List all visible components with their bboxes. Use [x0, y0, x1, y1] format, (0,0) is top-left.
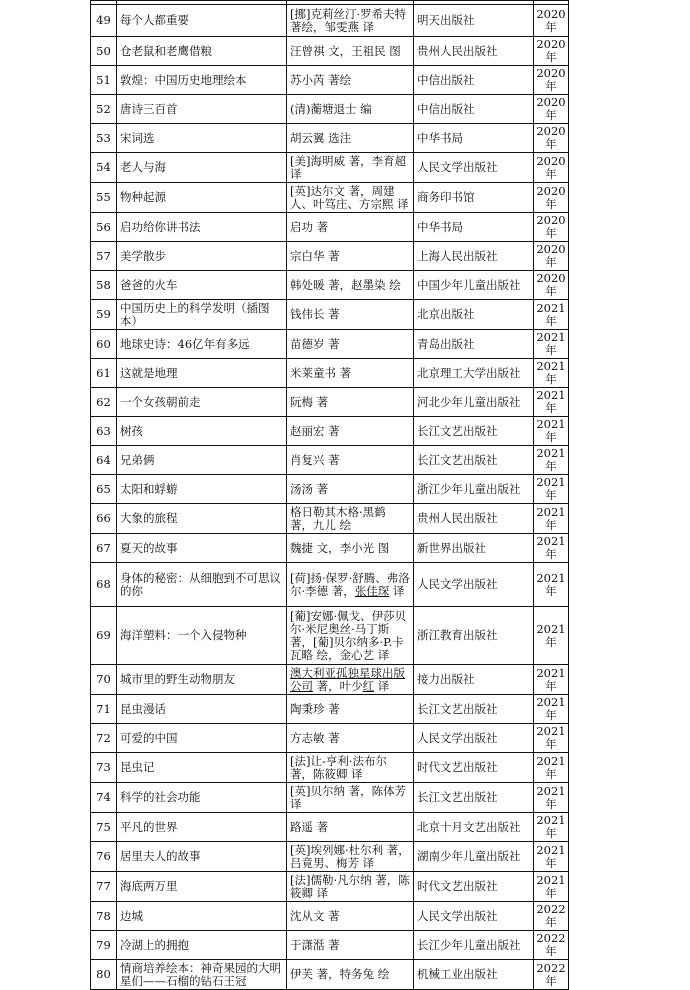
table-row	[91, 213, 569, 242]
book-publisher: 新世界出版社	[414, 534, 534, 563]
publish-year: 2021年	[534, 842, 569, 872]
table-row	[91, 872, 569, 902]
row-number: 78	[91, 902, 117, 931]
publish-year: 2021年	[534, 330, 569, 359]
book-author: [法]儒勒·凡尔纳 著，陈筱卿 译	[287, 872, 414, 902]
book-title: 科学的社会功能	[117, 783, 287, 813]
publish-year: 2020年	[534, 271, 569, 300]
publish-year: 2022年	[534, 960, 569, 990]
book-author: [英]埃列娜·杜尔利 著，吕竟男、梅芳 译	[287, 842, 414, 872]
table-row	[91, 359, 569, 388]
book-publisher: 贵州人民出版社	[414, 37, 534, 66]
row-number: 65	[91, 475, 117, 504]
row-number: 58	[91, 271, 117, 300]
book-publisher: 长江文艺出版社	[414, 417, 534, 446]
book-title: 每个人都重要	[117, 5, 287, 37]
translator-link: 张佳琛	[354, 583, 390, 598]
book-publisher: 中国少年儿童出版社	[414, 271, 534, 300]
publish-year: 2021年	[534, 665, 569, 695]
book-title: 太阳和蜉蝣	[117, 475, 287, 504]
table-row	[91, 842, 569, 872]
book-title: 冷湖上的拥抱	[117, 931, 287, 960]
table-row	[91, 724, 569, 753]
row-number: 76	[91, 842, 117, 872]
publish-year: 2020年	[534, 213, 569, 242]
book-author: 伊芙 著，特务兔 绘	[287, 960, 414, 990]
table-row	[91, 475, 569, 504]
publish-year: 2021年	[534, 534, 569, 563]
row-number: 61	[91, 359, 117, 388]
book-author: 陶秉珍 著	[287, 695, 414, 724]
book-author: 胡云翼 选注	[287, 124, 414, 153]
author-text: [荷]扬·保罗·舒腾、弗洛尔·李德 著，	[290, 570, 410, 598]
table-row	[91, 183, 569, 213]
table-row	[91, 271, 569, 300]
book-author: 于潇湉 著	[287, 931, 414, 960]
book-publisher: 人民文学出版社	[414, 902, 534, 931]
publish-year: 2020年	[534, 37, 569, 66]
book-publisher: 浙江教育出版社	[414, 607, 534, 665]
row-number: 49	[91, 5, 117, 37]
book-title: 可爱的中国	[117, 724, 287, 753]
row-number: 70	[91, 665, 117, 695]
book-list-table	[90, 0, 569, 990]
book-publisher: 时代文艺出版社	[414, 753, 534, 783]
publish-year: 2020年	[534, 183, 569, 213]
publish-year: 2021年	[534, 300, 569, 330]
author-link: 澳大利亚孤独星球出版公司	[290, 665, 405, 693]
row-number: 71	[91, 695, 117, 724]
row-number: 60	[91, 330, 117, 359]
book-author	[287, 563, 414, 607]
book-title: 仓老鼠和老鹰借粮	[117, 37, 287, 66]
publish-year: 2021年	[534, 724, 569, 753]
publish-year: 2020年	[534, 153, 569, 183]
book-title: 地球史诗：46亿年有多远	[117, 330, 287, 359]
row-number: 66	[91, 504, 117, 534]
table-row	[91, 446, 569, 475]
publish-year: 2021年	[534, 359, 569, 388]
table-row	[91, 563, 569, 607]
book-author: [挪]克莉丝汀·罗希夫特著绘，邹雯燕 译	[287, 5, 414, 37]
row-number: 67	[91, 534, 117, 563]
book-publisher: 人民文学出版社	[414, 153, 534, 183]
table-row	[91, 417, 569, 446]
book-title: 昆虫记	[117, 753, 287, 783]
book-author: 启功 著	[287, 213, 414, 242]
book-title: 情商培养绘本：神奇果园的大明星们——石榴的钻石王冠	[117, 960, 287, 990]
publish-year: 2020年	[534, 66, 569, 95]
book-title: 夏天的故事	[117, 534, 287, 563]
book-publisher: 长江文艺出版社	[414, 695, 534, 724]
publish-year: 2021年	[534, 872, 569, 902]
row-number: 56	[91, 213, 117, 242]
book-publisher: 人民文学出版社	[414, 724, 534, 753]
row-number: 80	[91, 960, 117, 990]
book-author: 苗德岁 著	[287, 330, 414, 359]
book-publisher: 上海人民出版社	[414, 242, 534, 271]
book-publisher: 北京理工大学出版社	[414, 359, 534, 388]
table-row	[91, 5, 569, 37]
row-number: 72	[91, 724, 117, 753]
publish-year: 2021年	[534, 563, 569, 607]
book-title: 敦煌：中国历史地理绘本	[117, 66, 287, 95]
book-author: 路遥 著	[287, 813, 414, 842]
book-publisher: 人民文学出版社	[414, 563, 534, 607]
book-title: 兄弟俩	[117, 446, 287, 475]
book-title: 城市里的野生动物朋友	[117, 665, 287, 695]
publish-year: 2021年	[534, 695, 569, 724]
table-row	[91, 534, 569, 563]
book-publisher: 长江文艺出版社	[414, 446, 534, 475]
row-number: 69	[91, 607, 117, 665]
table-row	[91, 960, 569, 990]
publish-year: 2020年	[534, 5, 569, 37]
table-row	[91, 902, 569, 931]
book-publisher: 长江少年儿童出版社	[414, 931, 534, 960]
publish-year: 2021年	[534, 607, 569, 665]
book-list-body	[91, 1, 569, 990]
book-title: 居里夫人的故事	[117, 842, 287, 872]
author-tail: 译	[374, 678, 390, 693]
table-row	[91, 665, 569, 695]
table-row	[91, 931, 569, 960]
table-row	[91, 153, 569, 183]
publish-year: 2021年	[534, 783, 569, 813]
book-title: 物种起源	[117, 183, 287, 213]
book-title: 身体的秘密：从细胞到不可思议的你	[117, 563, 287, 607]
book-title: 昆虫漫话	[117, 695, 287, 724]
table-row	[91, 37, 569, 66]
row-number: 68	[91, 563, 117, 607]
publish-year: 2022年	[534, 931, 569, 960]
table-row	[91, 66, 569, 95]
book-publisher: 中信出版社	[414, 95, 534, 124]
book-author: 方志敏 著	[287, 724, 414, 753]
publish-year: 2020年	[534, 242, 569, 271]
book-author: 阮梅 著	[287, 388, 414, 417]
author-tail: 译	[389, 583, 405, 598]
row-number: 77	[91, 872, 117, 902]
book-author: [英]达尔文 著，周建人、叶笃庄、方宗熙 译	[287, 183, 414, 213]
book-title: 平凡的世界	[117, 813, 287, 842]
book-title: 大象的旅程	[117, 504, 287, 534]
row-number: 52	[91, 95, 117, 124]
book-title: 树孩	[117, 417, 287, 446]
book-title: 中国历史上的科学发明（插图本）	[117, 300, 287, 330]
book-publisher: 机械工业出版社	[414, 960, 534, 990]
book-title: 边城	[117, 902, 287, 931]
book-publisher: 中华书局	[414, 213, 534, 242]
row-number: 75	[91, 813, 117, 842]
table-row	[91, 607, 569, 665]
row-number: 51	[91, 66, 117, 95]
book-author: 汪曾祺 文，王祖民 图	[287, 37, 414, 66]
book-title: 唐诗三百首	[117, 95, 287, 124]
book-publisher: 湖南少年儿童出版社	[414, 842, 534, 872]
book-title: 宋词选	[117, 124, 287, 153]
book-author: 钱伟长 著	[287, 300, 414, 330]
table-row	[91, 813, 569, 842]
book-author: 米莱童书 著	[287, 359, 414, 388]
book-publisher: 时代文艺出版社	[414, 872, 534, 902]
table-row	[91, 124, 569, 153]
publish-year: 2020年	[534, 95, 569, 124]
book-author: 韩处暖 著，赵墨染 绘	[287, 271, 414, 300]
book-title: 海底两万里	[117, 872, 287, 902]
row-number: 54	[91, 153, 117, 183]
book-author: [美]海明威 著，李育超 译	[287, 153, 414, 183]
row-number: 79	[91, 931, 117, 960]
publish-year: 2021年	[534, 388, 569, 417]
publish-year: 2022年	[534, 902, 569, 931]
row-number: 53	[91, 124, 117, 153]
publish-year: 2021年	[534, 813, 569, 842]
book-publisher: 商务印书馆	[414, 183, 534, 213]
publish-year: 2021年	[534, 446, 569, 475]
book-publisher: 北京出版社	[414, 300, 534, 330]
book-author	[287, 665, 414, 695]
table-row	[91, 95, 569, 124]
row-number: 59	[91, 300, 117, 330]
author-text: 著，叶少	[313, 678, 363, 693]
row-number: 50	[91, 37, 117, 66]
book-publisher: 长江文艺出版社	[414, 783, 534, 813]
book-author: 苏小芮 著绘	[287, 66, 414, 95]
table-row	[91, 753, 569, 783]
table-row	[91, 388, 569, 417]
publish-year: 2021年	[534, 753, 569, 783]
table-row	[91, 330, 569, 359]
book-title: 启功给你讲书法	[117, 213, 287, 242]
row-number: 57	[91, 242, 117, 271]
table-row	[91, 242, 569, 271]
book-publisher: 浙江少年儿童出版社	[414, 475, 534, 504]
book-author: [英]贝尔纳 著，陈体芳 译	[287, 783, 414, 813]
book-author: 赵丽宏 著	[287, 417, 414, 446]
book-title: 一个女孩朝前走	[117, 388, 287, 417]
book-author: (清)蘅塘退士 编	[287, 95, 414, 124]
row-number: 73	[91, 753, 117, 783]
book-title: 爸爸的火车	[117, 271, 287, 300]
book-author: 汤汤 著	[287, 475, 414, 504]
book-publisher: 明天出版社	[414, 5, 534, 37]
row-number: 64	[91, 446, 117, 475]
table-row	[91, 695, 569, 724]
book-publisher: 青岛出版社	[414, 330, 534, 359]
book-title: 美学散步	[117, 242, 287, 271]
book-publisher: 北京十月文艺出版社	[414, 813, 534, 842]
book-author: 格日勒其木格·黑鹤 著，九儿 绘	[287, 504, 414, 534]
book-title: 海洋塑料：一个入侵物种	[117, 607, 287, 665]
book-author: 沈从文 著	[287, 902, 414, 931]
book-title: 老人与海	[117, 153, 287, 183]
row-number: 63	[91, 417, 117, 446]
book-author: [法]让-亨利·法布尔 著，陈筱卿 译	[287, 753, 414, 783]
book-author: 宗白华 著	[287, 242, 414, 271]
book-author: 肖复兴 著	[287, 446, 414, 475]
row-number: 74	[91, 783, 117, 813]
row-number: 55	[91, 183, 117, 213]
book-publisher: 中信出版社	[414, 66, 534, 95]
table-row	[91, 300, 569, 330]
book-publisher: 接力出版社	[414, 665, 534, 695]
row-number: 62	[91, 388, 117, 417]
publish-year: 2021年	[534, 417, 569, 446]
publish-year: 2021年	[534, 504, 569, 534]
book-publisher: 河北少年儿童出版社	[414, 388, 534, 417]
book-publisher: 中华书局	[414, 124, 534, 153]
book-publisher: 贵州人民出版社	[414, 504, 534, 534]
book-list-page	[90, 0, 568, 990]
table-row	[91, 783, 569, 813]
publish-year: 2020年	[534, 124, 569, 153]
table-row	[91, 504, 569, 534]
publish-year: 2021年	[534, 475, 569, 504]
book-author: [葡]安娜·佩戈、伊莎贝尔·米尼奥丝·马丁斯 著，[葡]贝尔纳多·P.卡瓦略 绘，金心艺 译	[287, 607, 414, 665]
translator-link: 红	[362, 678, 375, 693]
book-author: 魏捷 文，李小光 图	[287, 534, 414, 563]
book-title: 这就是地理	[117, 359, 287, 388]
